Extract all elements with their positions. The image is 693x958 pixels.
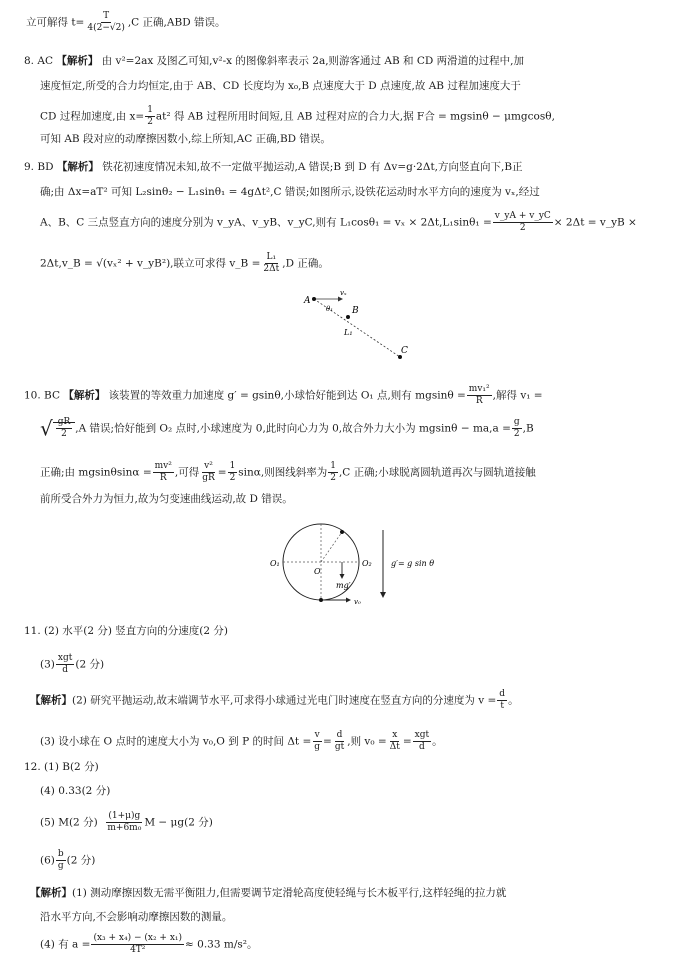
q10-line1: 10. BC 【解析】 该装置的等效重力加速度 g′ = gsinθ,小球恰好能到达 O₁ 点,则有 mgsinθ = $\frac{\text{mv₁²}}{R}$ ,解得 v₁ = — [24, 384, 543, 406]
fraction: $\frac{b}{g}$ — [57, 849, 64, 871]
q9-line4: 2Δt,v_B = √(vₓ² + v_yB²),联立可求得 v_B = $\frac{\text{L₁}}{2\Delta t}$ ,D 正确。 — [40, 252, 329, 274]
label-mg: mg′ — [336, 581, 351, 590]
q11-line2: (3) $\frac{\text{xgt}}{d}$ (2 分) — [40, 653, 105, 675]
q11-line3: 【解析】(2) 研究平抛运动,故末端调节水平,可求得小球通过光电门时速度在竖直方向的分速度为 v = $\frac{d}{t}$ 。 — [30, 689, 519, 711]
label-l1: L₁ — [344, 328, 353, 337]
fraction: $\frac{\text{xgt}}{d}$ — [57, 653, 73, 675]
radius-line — [321, 532, 342, 562]
q8-line2: 速度恒定,所受的合力均恒定,由于 AB、CD 长度均为 x₀,B 点速度大于 D 点速度,故 AB 过程加速度大于 — [40, 80, 521, 92]
q12-line4: (6) $\frac{b}{g}$ (2 分) — [40, 849, 96, 871]
label-b: B — [352, 306, 359, 316]
q11-line1: 11. (2) 水平(2 分) 竖直方向的分速度(2 分) — [24, 625, 229, 637]
q12-line6: 沿水平方向,不会影响动摩擦因数的测量。 — [40, 911, 233, 923]
q10-circle-figure — [258, 518, 468, 608]
q12-line1: 12. (1) B(2 分) — [24, 761, 99, 773]
label-o2: O₂ — [362, 559, 372, 568]
fraction: $\frac{d}{t}$ — [499, 689, 506, 711]
point-b — [346, 315, 350, 319]
arrow-head — [346, 598, 351, 603]
point-a — [312, 297, 316, 301]
q10-line3: 正确;由 mgsinθsinα = $\frac{\text{mv²}}{R}$ ,可得 $\frac{\text{v²}}{gR}$ = $\frac{1}{2}$ sinα,则图线斜率为 $\frac{1}{2}$ ,C 正确;小球脱离圆轨道再次与圆轨道接触 — [40, 461, 536, 483]
fraction: $\frac{1}{2}$ — [147, 105, 153, 127]
label-theta: θ₁ — [326, 305, 334, 313]
q10-line4: 前所受合外力为恒力,故为匀变速曲线运动,故 D 错误。 — [40, 493, 293, 505]
q12-line2: (4) 0.33(2 分) — [40, 785, 111, 797]
fraction: $\frac{g}{2}$ — [513, 417, 520, 439]
q8-line1: 8. AC 【解析】 由 v²=2ax 及图乙可知,v²-x 的图像斜率表示 2a,则游客通过 AB 和 CD 两滑道的过程中,加 — [24, 55, 524, 67]
label-c: C — [401, 346, 408, 356]
q11-line4: (3) 设小球在 O 点时的速度大小为 v₀,O 到 P 的时间 Δt = $\frac{v}{g}$ = $\frac{d}{gt}$ ,则 v₀ = $\frac{x}{\Delta t}$ = $\frac{\text{xgt}}{d}$ 。 — [40, 730, 443, 752]
arrow-head — [340, 574, 345, 579]
arrow-head — [380, 592, 386, 598]
label-o: O — [314, 567, 321, 576]
q12-line5: 【解析】(1) 测动摩擦因数无需平衡阻力,但需要调节定滑轮高度使轻绳与长木板平行,这样轻绳的拉力就 — [30, 887, 507, 899]
q9-trajectory-figure — [300, 285, 420, 365]
q9-line2: 确;由 Δx=aT² 可知 L₂sinθ₂ − L₁sinθ₁ = 4gΔt²,C 错误;如图所示,设铁花运动时水平方向的速度为 vₓ,经过 — [40, 186, 540, 198]
q9-line3: A、B、C 三点竖直方向的速度分别为 v_yA、v_yB、v_yC,则有 L₁cosθ₁ = vₓ × 2Δt,L₁sinθ₁ = $\frac{v\_yA + v\_yC}{2}$ × 2Δt = v_yB × — [40, 211, 637, 233]
fraction: $\frac{(1+\mu)g}{\text{m+6m₀}}$ — [107, 811, 142, 833]
fraction: $\frac{v\_yA + v\_yC}{2}$ — [494, 211, 551, 233]
sqrt-sign: √ — [40, 416, 53, 441]
q9-line1: 9. BD 【解析】 铁花初速度情况未知,故不一定做平抛运动,A 错误;B 到 D 有 Δv=g·2Δt,方向竖直向下,B正 — [24, 161, 523, 173]
fraction: $\frac{T}{4(2-√2)}$ — [87, 11, 125, 33]
fraction: $\frac{\text{(x₃ + x₄) − (x₂ + x₁)}}{\text{4T²}}$ — [93, 933, 183, 955]
top-line: 立可解得 t= $\frac{T}{4(2-√2)}$ ,C 正确,ABD 错误。 — [26, 11, 226, 33]
label-vx: vₓ — [340, 289, 347, 297]
q8-line3: CD 过程加速度,由 x= $\frac{1}{2}$ at² 得 AB 过程所用时间短,且 AB 过程对应的合力大,据 F合 = mgsinθ − μmgcosθ, — [40, 105, 555, 127]
ball — [340, 530, 344, 534]
q12-line7: (4) 有 a = $\frac{\text{(x₃ + x₄) − (x₂ + x₁)}}{\text{4T²}}$ ≈ 0.33 m/s²。 — [40, 933, 258, 955]
arrow-head — [338, 297, 343, 302]
sqrt-body: $\frac{gR}{2}$ — [53, 422, 76, 435]
ball-bottom — [319, 598, 323, 602]
q12-line3: (5) M(2 分) $\frac{(1+\mu)g}{\text{m+6m₀}}$ M − μg(2 分) — [40, 811, 213, 833]
q8-line4: 可知 AB 段对应的动摩擦因数小,综上所知,AC 正确,BD 错误。 — [40, 133, 331, 145]
label-g: g′= g sin θ — [391, 559, 435, 568]
fraction: $\frac{\text{L₁}}{2\Delta t}$ — [263, 252, 280, 274]
label-o1: O₁ — [270, 559, 280, 568]
label-v0: v₀ — [354, 598, 361, 606]
label-a: A — [304, 296, 311, 306]
q10-line2: √ $\frac{gR}{2}$ ,A 错误;恰好能到 O₂ 点时,小球速度为 0,此时向心力为 0,故合外力大小为 mgsinθ − ma,a = $\frac{g}{2}$ ,B — [40, 416, 534, 441]
fraction: $\frac{\text{mv₁²}}{R}$ — [468, 384, 490, 406]
